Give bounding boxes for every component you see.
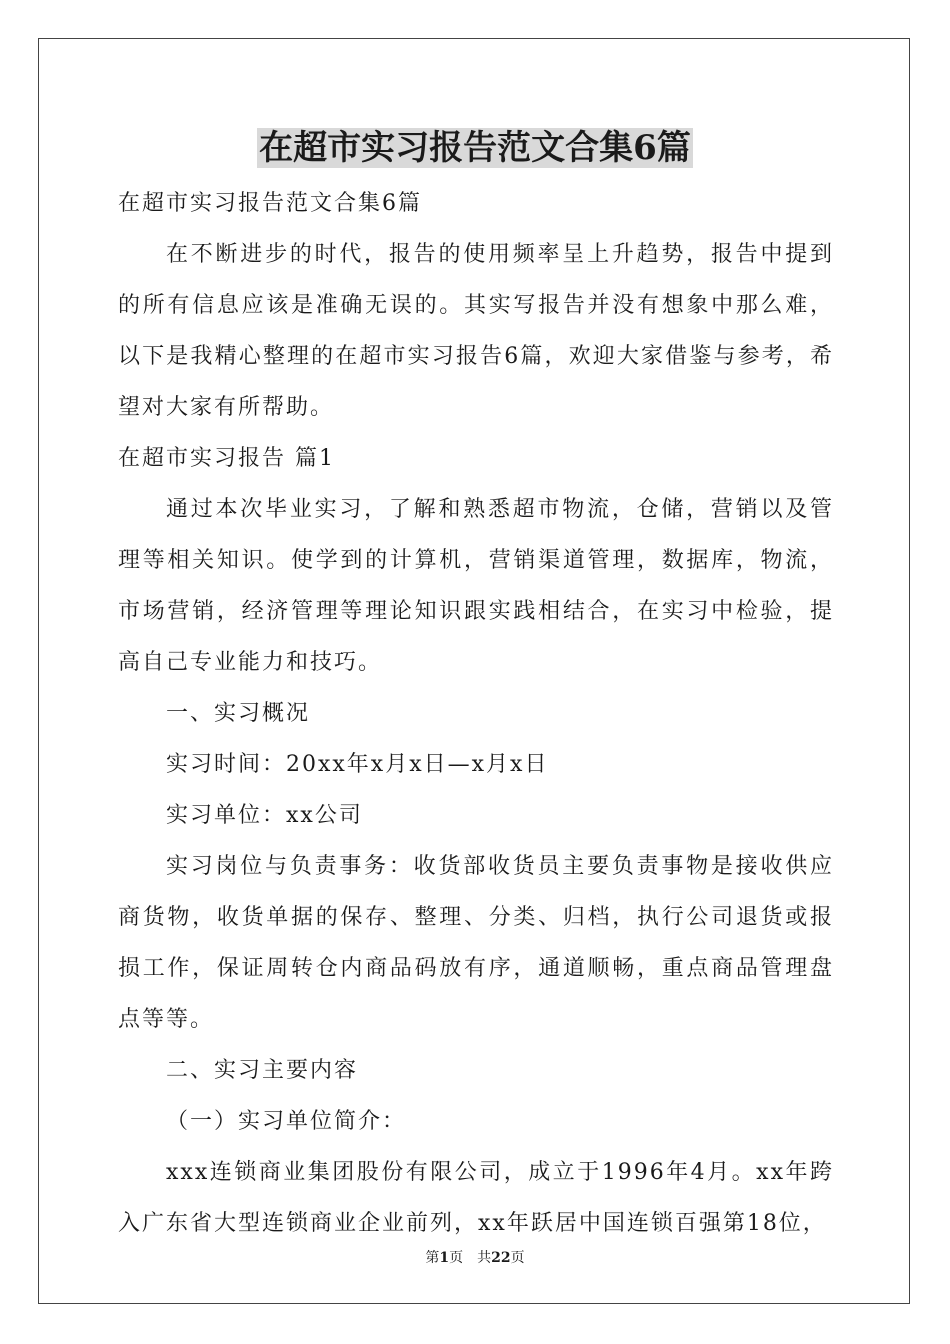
paragraph-company-intro: xxx连锁商业集团股份有限公司，成立于1996年4月。xx年跨入广东省大型连锁商业企业前列，xx年跃居中国连锁百强第18位， <box>118 1160 834 1236</box>
document-body <box>118 178 834 1249</box>
footer-page-suffix: 页 <box>510 1250 525 1266</box>
paragraph-intro: 在不断进步的时代，报告的使用频率呈上升趋势，报告中提到的所有信息应该是准确无误的。其实写报告并没有想象中那么难，以下是我精心整理的在超市实习报告6篇，欢迎大家借鉴与参考，希望对大家有所帮助。 <box>118 242 834 420</box>
document-title-text: 在超市实习报告范文合集6篇 <box>259 128 691 168</box>
heading-unit-intro: （一）实习单位简介： <box>166 1109 407 1134</box>
paragraph-purpose: 通过本次毕业实习，了解和熟悉超市物流，仓储，营销以及管理等相关知识。使学到的计算机，营销渠道管理，数据库，物流，市场营销，经济管理等理论知识跟实践相结合，在实习中检验，提高自己专业能力和技巧。 <box>118 497 834 675</box>
section-heading-part1: 在超市实习报告 篇1 <box>118 446 335 471</box>
heading-main-content: 二、实习主要内容 <box>166 1058 359 1083</box>
paragraph-duties: 实习岗位与负责事务：收货部收货员主要负责事物是接收供应商货物，收货单据的保存、整理、分类、归档，执行公司退货或报损工作，保证周转仓内商品码放有序，通道顺畅，重点商品管理盘点等等。 <box>118 854 834 1032</box>
paragraph-internship-unit: 实习单位：xx公司 <box>166 803 363 828</box>
footer-page-current: 1 <box>439 1250 450 1266</box>
footer-page-mid: 页 共 <box>449 1250 492 1266</box>
page-footer <box>0 1248 950 1268</box>
document-title <box>0 122 950 174</box>
heading-overview: 一、实习概况 <box>166 701 311 726</box>
paragraph-subtitle: 在超市实习报告范文合集6篇 <box>118 191 422 216</box>
footer-page-prefix: 第 <box>425 1250 440 1266</box>
footer-page-total: 22 <box>491 1250 511 1266</box>
paragraph-internship-time: 实习时间：20xx年x月x日—x月x日 <box>166 752 549 777</box>
